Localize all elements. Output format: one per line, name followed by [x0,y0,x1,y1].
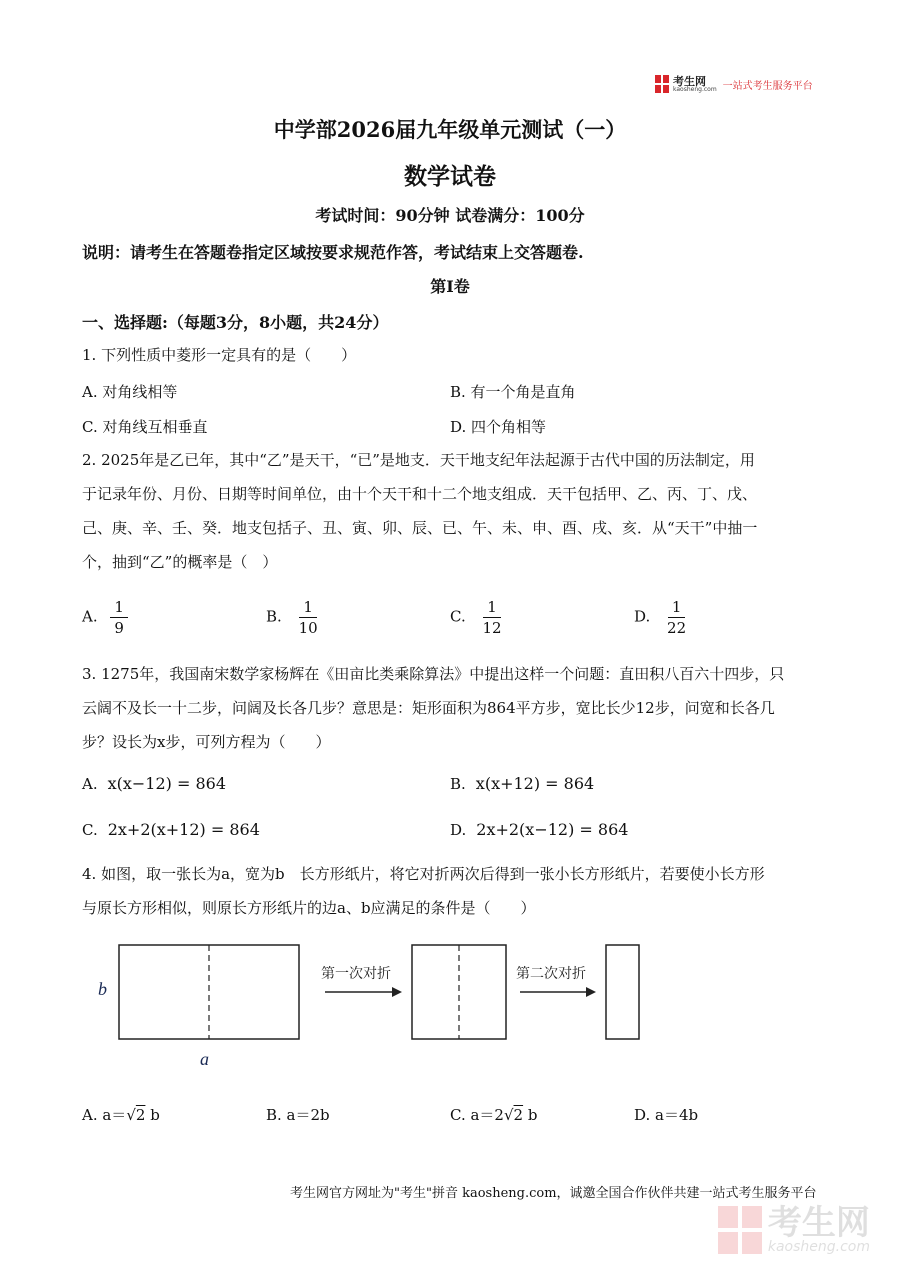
exam-note: 说明：请考生在答题卷指定区域按要求规范作答，考试结束上交答题卷. [82,243,584,262]
header-logo [655,73,813,95]
fraction [110,598,128,637]
q4-line: 4. 如图，取一张长为a，宽为b 长方形纸片，将它对折两次后得到一张小长方形纸片，若要使小长方形 [82,865,765,883]
subject-title: 数学试卷 [404,163,496,190]
exam-title: 中学部2026届九年级单元测试（一） [273,117,627,142]
option-tail: b [145,1106,160,1124]
q2-line: 于记录年份、月份、日期等时间单位，由十个天干和十二个地支组成．天干包括甲、乙、丙、丁、戊、 [82,485,758,503]
q2-option-c [450,598,506,637]
radicand: 2 [135,1106,146,1124]
logo-domain: kaosheng.com [673,85,717,93]
q1-option-b: B. 有一个角是直角 [450,383,576,401]
q2-line: 己、庚、辛、壬、癸．地支包括子、丑、寅、卯、辰、已、午、未、申、酉、戌、亥．从“天干”中抽一 [82,519,758,537]
fraction-numerator: 1 [668,598,686,618]
q2-line: 个，抽到“乙”的概率是（ ） [82,553,278,571]
section-heading: 一、选择题:（每题3分，8小题，共24分） [82,313,389,332]
footer-text: 考生网官方网址为"考生"拼音 kaosheng.com，诚邀全国合作伙伴共建一站式考生服务平台 [290,1186,817,1201]
option-label: A. [82,775,98,793]
folding-figure [82,930,642,1080]
option-label: D. [634,607,651,626]
arrow-head-icon [586,987,596,997]
fraction-denominator: 9 [114,619,124,637]
option-label: C. a＝2 [450,1106,504,1124]
equation: 2x+2(x−12) = 864 [476,820,629,839]
q4-option-a [82,1104,160,1125]
kaosheng-logo-icon [655,75,669,93]
q4-option-b: B. a＝2b [266,1106,330,1124]
volume-heading: 第I卷 [430,277,470,296]
q3-line: 步？设长为x步，可列方程为（ ） [82,733,331,751]
option-label: B. [266,607,282,626]
q2-stem [82,443,842,579]
fraction-denominator: 10 [298,619,318,637]
q2-option-b [266,598,322,637]
fig-label-a: a [200,1049,209,1069]
sqrt-icon: √ [126,1106,136,1124]
fraction-denominator: 22 [667,619,687,637]
fraction-numerator: 1 [483,598,501,618]
logo-slogan: 一站式考生服务平台 [722,80,813,92]
q4-stem [82,857,842,925]
logo-name: 考生网 [673,74,706,88]
q1-stem: 1. 下列性质中菱形一定具有的是（ ） [82,346,357,364]
option-tail: b [523,1106,538,1124]
q4-line: 与原长方形相似，则原长方形纸片的边a、b应满足的条件是（ ） [82,899,536,917]
watermark-logo-icon [718,1206,762,1254]
q2-option-d [634,598,690,637]
fold-label-1: 第一次对折 [321,966,391,982]
q3-option-d [450,820,628,839]
q4-option-c [450,1104,537,1125]
watermark [718,1203,870,1255]
option-label: B. [450,775,466,793]
q1-option-a: A. 对角线相等 [82,383,178,401]
fraction-denominator: 12 [482,619,502,637]
fraction [295,598,322,637]
equation: x(x−12) = 864 [107,774,227,793]
equation: x(x+12) = 864 [475,774,595,793]
fig-label-b: b [98,979,107,999]
q2-option-a [82,598,128,637]
q3-option-c [82,820,260,839]
q4-option-d: D. a＝4b [634,1106,699,1124]
sqrt-icon: √ [503,1106,514,1124]
arrow-head-icon [392,987,402,997]
watermark-name: 考生网 [767,1203,870,1243]
q3-option-b [450,774,594,793]
watermark-domain: kaosheng.com [767,1239,870,1255]
q2-line: 2. 2025年是乙已年，其中“乙”是天干，“已”是地支．天干地支纪年法起源于古代中国的历法制定，用 [82,451,755,469]
q1-option-d: D. 四个角相等 [450,418,547,436]
exam-info: 考试时间：90分钟 试卷满分：100分 [315,206,585,225]
option-label: A. [82,607,98,626]
fold-label-2: 第二次对折 [516,966,586,982]
option-label: A. a＝ [82,1106,127,1124]
folded-twice-rectangle [606,945,639,1039]
q3-option-a [82,774,226,793]
q3-line: 云阔不及长一十二步，问阔及长各几步？意思是：矩形面积为864平方步，宽比长少12步，问宽和长各几 [82,699,775,717]
option-label: C. [450,607,466,626]
q3-stem [82,657,842,759]
fraction-numerator: 1 [299,598,317,618]
equation: 2x+2(x+12) = 864 [107,820,260,839]
q3-line: 3. 1275年，我国南宋数学家杨辉在《田亩比类乘除算法》中提出这样一个问题：直田积八百六十四步，只 [82,665,785,683]
fraction-numerator: 1 [110,598,128,618]
option-label: C. [82,821,98,839]
radicand: 2 [513,1106,524,1124]
fraction [479,598,506,637]
q1-option-c: C. 对角线互相垂直 [82,418,208,436]
option-label: D. [450,821,467,839]
fraction [663,598,690,637]
